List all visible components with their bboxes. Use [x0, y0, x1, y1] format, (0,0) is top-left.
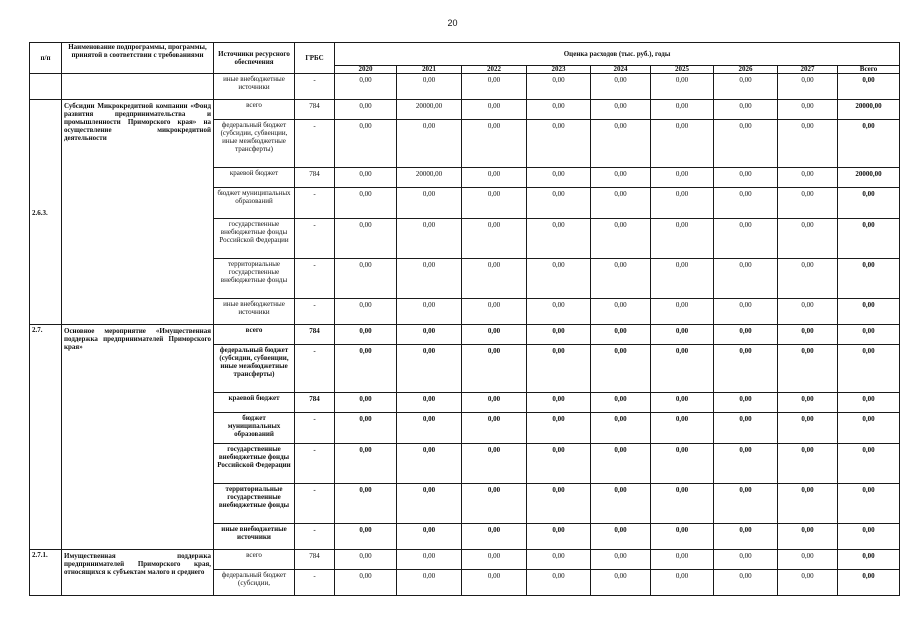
value-cell: 0,00 — [462, 524, 527, 550]
total-cell: 0,00 — [838, 325, 900, 345]
value-cell: 0,00 — [527, 413, 591, 444]
grbs-cell: - — [295, 188, 335, 219]
value-cell: 0,00 — [591, 259, 651, 299]
item-code: 2.7.1. — [30, 550, 62, 596]
total-cell: 20000,00 — [838, 168, 900, 188]
grbs-cell: - — [295, 120, 335, 168]
carry-over-section — [30, 74, 900, 100]
value-cell: 0,00 — [335, 120, 397, 168]
total-cell: 20000,00 — [838, 100, 900, 120]
value-cell: 0,00 — [778, 120, 838, 168]
value-cell: 0,00 — [591, 299, 651, 325]
value-cell: 0,00 — [462, 219, 527, 259]
item-name: Основное мероприятие «Имущественная поддержка предпринимателей Приморского края» — [62, 325, 214, 550]
value-cell: 0,00 — [714, 524, 778, 550]
value-cell: 0,00 — [462, 188, 527, 219]
budget-table — [29, 42, 900, 596]
value-cell: 0,00 — [778, 299, 838, 325]
value-cell: 0,00 — [714, 219, 778, 259]
value-cell: 0,00 — [462, 325, 527, 345]
value-cell: 0,00 — [591, 120, 651, 168]
total-cell: 0,00 — [838, 345, 900, 393]
value-cell: 0,00 — [397, 413, 462, 444]
total-cell: 0,00 — [838, 413, 900, 444]
source-cell: бюджет муниципальных образований — [214, 188, 295, 219]
value-cell: 0,00 — [335, 259, 397, 299]
value-cell: 0,00 — [778, 219, 838, 259]
value-cell: 0,00 — [591, 570, 651, 596]
total-cell: 0,00 — [838, 74, 900, 100]
value-cell: 0,00 — [335, 100, 397, 120]
value-cell: 0,00 — [335, 74, 397, 100]
table-header — [30, 43, 900, 74]
grbs-cell: - — [295, 413, 335, 444]
value-cell: 0,00 — [397, 345, 462, 393]
value-cell: 0,00 — [651, 550, 714, 570]
value-cell: 0,00 — [527, 120, 591, 168]
value-cell: 0,00 — [462, 100, 527, 120]
value-cell: 0,00 — [527, 345, 591, 393]
value-cell: 0,00 — [778, 188, 838, 219]
value-cell: 0,00 — [591, 188, 651, 219]
value-cell: 0,00 — [397, 524, 462, 550]
total-cell: 0,00 — [838, 393, 900, 413]
value-cell: 0,00 — [651, 524, 714, 550]
value-cell: 0,00 — [527, 484, 591, 524]
value-cell: 20000,00 — [397, 168, 462, 188]
value-cell: 0,00 — [714, 444, 778, 484]
grbs-cell: - — [295, 259, 335, 299]
value-cell: 0,00 — [335, 413, 397, 444]
value-cell: 0,00 — [651, 74, 714, 100]
value-cell: 0,00 — [591, 524, 651, 550]
value-cell: 0,00 — [462, 444, 527, 484]
value-cell: 0,00 — [714, 74, 778, 100]
item-name: Имущественная поддержка предпринимателей Приморского края, относящихся к субъектам малого и среднего — [62, 550, 214, 596]
item-name — [62, 74, 214, 100]
header-estimate: Оценка расходов (тыс. руб.), годы — [335, 43, 900, 66]
value-cell: 0,00 — [778, 345, 838, 393]
header-year: 2024 — [591, 66, 651, 74]
header-year: 2023 — [527, 66, 591, 74]
value-cell: 0,00 — [527, 393, 591, 413]
source-cell: территориальные государственные внебюджетные фонды — [214, 259, 295, 299]
source-cell: государственные внебюджетные фонды Российской Федерации — [214, 219, 295, 259]
value-cell: 0,00 — [335, 325, 397, 345]
value-cell: 0,00 — [335, 524, 397, 550]
header-number: п/п — [30, 43, 62, 74]
header-grbs: ГРБС — [295, 43, 335, 74]
total-cell: 0,00 — [838, 570, 900, 596]
value-cell: 0,00 — [714, 345, 778, 393]
value-cell: 0,00 — [397, 325, 462, 345]
total-cell: 0,00 — [838, 259, 900, 299]
value-cell: 0,00 — [397, 393, 462, 413]
value-cell: 0,00 — [591, 74, 651, 100]
value-cell: 0,00 — [462, 74, 527, 100]
value-cell: 0,00 — [335, 345, 397, 393]
value-cell: 0,00 — [335, 393, 397, 413]
value-cell: 0,00 — [462, 120, 527, 168]
header-year: 2020 — [335, 66, 397, 74]
value-cell: 0,00 — [591, 325, 651, 345]
value-cell: 0,00 — [527, 168, 591, 188]
header-name: Наименование подпрограммы, программы, принятой в соответствии с требованиями — [62, 43, 214, 74]
total-cell: 0,00 — [838, 219, 900, 259]
source-cell: государственные внебюджетные фонды Российской Федерации — [214, 444, 295, 484]
value-cell: 0,00 — [527, 550, 591, 570]
value-cell: 0,00 — [527, 74, 591, 100]
value-cell: 0,00 — [651, 299, 714, 325]
value-cell: 0,00 — [527, 299, 591, 325]
value-cell: 0,00 — [527, 259, 591, 299]
value-cell: 0,00 — [714, 168, 778, 188]
value-cell: 0,00 — [651, 484, 714, 524]
value-cell: 0,00 — [335, 299, 397, 325]
value-cell: 0,00 — [651, 325, 714, 345]
value-cell: 0,00 — [714, 259, 778, 299]
value-cell: 0,00 — [527, 100, 591, 120]
table-row — [30, 74, 900, 100]
value-cell: 0,00 — [335, 484, 397, 524]
source-cell: территориальные государственные внебюджетные фонды — [214, 484, 295, 524]
value-cell: 0,00 — [397, 188, 462, 219]
value-cell: 0,00 — [778, 325, 838, 345]
value-cell: 0,00 — [778, 484, 838, 524]
grbs-cell: - — [295, 570, 335, 596]
value-cell: 0,00 — [714, 550, 778, 570]
value-cell: 0,00 — [651, 345, 714, 393]
value-cell: 0,00 — [651, 413, 714, 444]
header-year: 2026 — [714, 66, 778, 74]
total-cell: 0,00 — [838, 188, 900, 219]
value-cell: 0,00 — [335, 168, 397, 188]
value-cell: 0,00 — [397, 299, 462, 325]
source-cell: всего — [214, 325, 295, 345]
value-cell: 0,00 — [462, 259, 527, 299]
grbs-cell: - — [295, 219, 335, 259]
grbs-cell: 784 — [295, 393, 335, 413]
value-cell: 0,00 — [714, 484, 778, 524]
value-cell: 0,00 — [335, 188, 397, 219]
value-cell: 0,00 — [651, 444, 714, 484]
value-cell: 0,00 — [651, 168, 714, 188]
value-cell: 0,00 — [397, 120, 462, 168]
section-2-7-1 — [30, 550, 900, 596]
value-cell: 0,00 — [335, 550, 397, 570]
value-cell: 0,00 — [591, 413, 651, 444]
grbs-cell: 784 — [295, 550, 335, 570]
page-number: 20 — [447, 18, 458, 28]
grbs-cell: 784 — [295, 168, 335, 188]
header-year-total: Всего — [838, 66, 900, 74]
value-cell: 0,00 — [714, 188, 778, 219]
value-cell: 0,00 — [591, 393, 651, 413]
value-cell: 0,00 — [462, 299, 527, 325]
source-cell: федеральный бюджет (субсидии, субвенции, иные межбюджетные трансферты) — [214, 120, 295, 168]
value-cell: 0,00 — [527, 524, 591, 550]
total-cell: 0,00 — [838, 484, 900, 524]
value-cell: 0,00 — [651, 100, 714, 120]
value-cell: 0,00 — [335, 219, 397, 259]
total-cell: 0,00 — [838, 444, 900, 484]
source-cell: иные внебюджетные источники — [214, 524, 295, 550]
grbs-cell: - — [295, 444, 335, 484]
value-cell: 0,00 — [462, 550, 527, 570]
source-cell: федеральный бюджет (субсидии, — [214, 570, 295, 596]
value-cell: 0,00 — [462, 345, 527, 393]
source-cell: краевой бюджет — [214, 168, 295, 188]
value-cell: 0,00 — [651, 120, 714, 168]
value-cell: 0,00 — [527, 219, 591, 259]
section-2-7 — [30, 325, 900, 550]
value-cell: 0,00 — [651, 188, 714, 219]
total-cell: 0,00 — [838, 299, 900, 325]
item-code — [30, 74, 62, 100]
source-cell: всего — [214, 100, 295, 120]
value-cell: 0,00 — [778, 100, 838, 120]
grbs-cell: - — [295, 524, 335, 550]
value-cell: 0,00 — [527, 444, 591, 484]
value-cell: 0,00 — [714, 299, 778, 325]
value-cell: 0,00 — [462, 168, 527, 188]
value-cell: 0,00 — [714, 413, 778, 444]
value-cell: 0,00 — [591, 550, 651, 570]
value-cell: 0,00 — [527, 570, 591, 596]
source-cell: всего — [214, 550, 295, 570]
source-cell: краевой бюджет — [214, 393, 295, 413]
header-year: 2025 — [651, 66, 714, 74]
grbs-cell: 784 — [295, 100, 335, 120]
value-cell: 0,00 — [397, 219, 462, 259]
grbs-cell: - — [295, 345, 335, 393]
value-cell: 0,00 — [714, 100, 778, 120]
header-year: 2027 — [778, 66, 838, 74]
header-year: 2022 — [462, 66, 527, 74]
value-cell: 0,00 — [591, 219, 651, 259]
value-cell: 0,00 — [462, 413, 527, 444]
total-cell: 0,00 — [838, 120, 900, 168]
value-cell: 0,00 — [397, 74, 462, 100]
value-cell: 0,00 — [778, 524, 838, 550]
value-cell: 0,00 — [778, 550, 838, 570]
value-cell: 0,00 — [397, 570, 462, 596]
item-name: Субсидии Микрокредитной компании «Фонд развития предпринимательства и промышленности Приморского края» на осуществление микрокредитной деятельности — [62, 100, 214, 325]
value-cell: 0,00 — [527, 188, 591, 219]
value-cell: 0,00 — [778, 393, 838, 413]
value-cell: 0,00 — [778, 259, 838, 299]
value-cell: 0,00 — [591, 168, 651, 188]
value-cell: 0,00 — [591, 345, 651, 393]
source-cell: бюджет муниципальных образований — [214, 413, 295, 444]
item-code: 2.7. — [30, 325, 62, 550]
grbs-cell: - — [295, 299, 335, 325]
table-row — [30, 550, 900, 570]
header-year: 2021 — [397, 66, 462, 74]
value-cell: 0,00 — [651, 259, 714, 299]
total-cell: 0,00 — [838, 550, 900, 570]
value-cell: 0,00 — [778, 168, 838, 188]
item-code: 2.6.3. — [30, 100, 62, 325]
source-cell: федеральный бюджет (субсидии, субвенции, иные межбюджетные трансферты) — [214, 345, 295, 393]
value-cell: 0,00 — [651, 219, 714, 259]
section-2-6-3 — [30, 100, 900, 325]
value-cell: 0,00 — [335, 570, 397, 596]
value-cell: 0,00 — [591, 484, 651, 524]
value-cell: 0,00 — [714, 393, 778, 413]
source-cell: иные внебюджетные источники — [214, 299, 295, 325]
value-cell: 0,00 — [397, 444, 462, 484]
value-cell: 0,00 — [714, 120, 778, 168]
value-cell: 0,00 — [462, 393, 527, 413]
value-cell: 0,00 — [462, 570, 527, 596]
table-row — [30, 100, 900, 120]
value-cell: 0,00 — [591, 444, 651, 484]
value-cell: 0,00 — [714, 570, 778, 596]
header-source: Источники ресурсного обеспечения — [214, 43, 295, 74]
grbs-cell: 784 — [295, 325, 335, 345]
value-cell: 0,00 — [651, 570, 714, 596]
value-cell: 0,00 — [591, 100, 651, 120]
grbs-cell: - — [295, 484, 335, 524]
source-cell: иные внебюджетные источники — [214, 74, 295, 100]
grbs-cell: - — [295, 74, 335, 100]
value-cell: 0,00 — [397, 484, 462, 524]
value-cell: 0,00 — [397, 259, 462, 299]
value-cell: 0,00 — [651, 393, 714, 413]
value-cell: 0,00 — [527, 325, 591, 345]
value-cell: 0,00 — [714, 325, 778, 345]
value-cell: 0,00 — [778, 413, 838, 444]
table-row — [30, 325, 900, 345]
value-cell: 0,00 — [335, 444, 397, 484]
total-cell: 0,00 — [838, 524, 900, 550]
value-cell: 0,00 — [778, 74, 838, 100]
value-cell: 0,00 — [778, 570, 838, 596]
value-cell: 20000,00 — [397, 100, 462, 120]
value-cell: 0,00 — [462, 484, 527, 524]
value-cell: 0,00 — [778, 444, 838, 484]
value-cell: 0,00 — [397, 550, 462, 570]
